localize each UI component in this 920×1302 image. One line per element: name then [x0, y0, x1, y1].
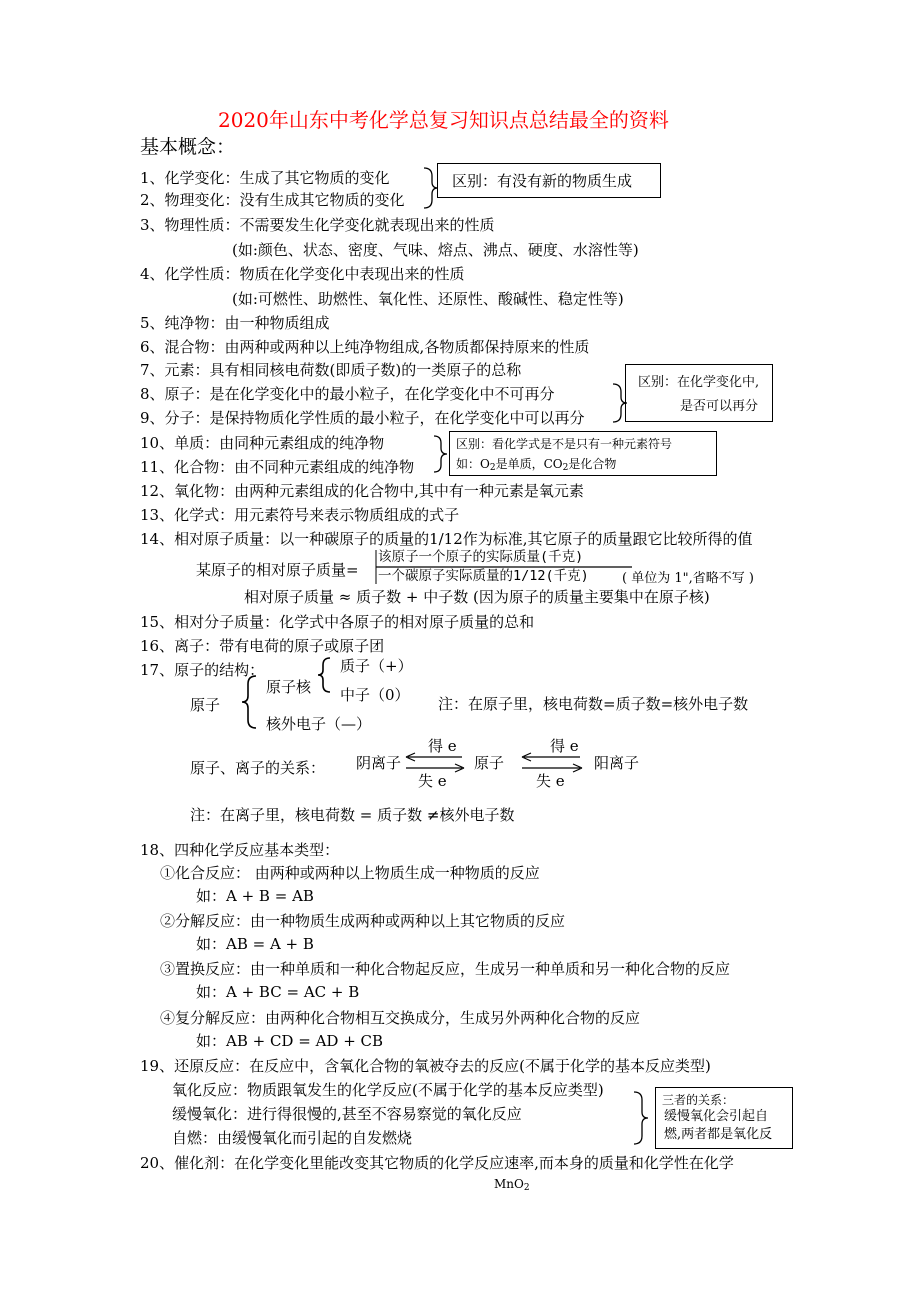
line-9: 9、分子：是保持物质化学性质的最小粒子，在化学变化中可以再分 [140, 409, 585, 427]
note-box-oxidation-line3: 燃,两者都是氧化反 [664, 1127, 773, 1142]
line-14-approx: 相对原子质量 ≈ 质子数 + 中子数 (因为原子的质量主要集中在原子核) [244, 588, 710, 606]
line-2: 2、物理变化：没有生成其它物质的变化 [140, 191, 405, 209]
neutron-label: 中子（0） [340, 686, 410, 704]
unit-note: ( 单位为 1",省略不写 ) [622, 571, 754, 586]
cation-label: 阳离子 [594, 754, 640, 772]
line-11: 11、化合物：由不同种元素组成的纯净物 [140, 458, 415, 476]
line-1: 1、化学变化：生成了其它物质的变化 [140, 169, 390, 187]
line-8: 8、原子：是在化学变化中的最小粒子，在化学变化中不可再分 [140, 385, 555, 403]
line-4-example: (如:可燃性、助燃性、氧化性、还原性、酸碱性、稳定性等) [232, 290, 624, 308]
proton-label: 质子（+） [340, 657, 413, 675]
line-5: 5、纯净物：由一种物质组成 [140, 314, 330, 332]
line-20: 20、催化剂：在化学变化里能改变其它物质的化学反应速率,而本身的质量和化学性在化学 [140, 1154, 734, 1172]
atom-label: 原子 [190, 696, 221, 714]
fraction-denominator: 一个碳原子实际质量的1/12(千克) [378, 568, 589, 584]
reaction-combination-example: 如：A + B = AB [196, 887, 314, 905]
reaction-combination: ①化合反应： 由两种或两种以上物质生成一种物质的反应 [160, 864, 540, 882]
gain-electron-2: 得 e [550, 737, 579, 755]
atom-note: 注：在原子里，核电荷数=质子数=核外电子数 [438, 695, 749, 713]
atom-label-2: 原子 [474, 754, 505, 772]
line-3-example: (如:颜色、状态、密度、气味、熔点、沸点、硬度、水溶性等) [232, 241, 639, 259]
line-12: 12、氧化物：由两种元素组成的化合物中,其中有一种元素是氧元素 [140, 482, 584, 500]
note-box-oxidation-line1: 三者的关系： [662, 1093, 735, 1107]
brace-icon [434, 436, 447, 472]
electron-label: 核外电子（—） [266, 715, 372, 733]
nucleus-label: 原子核 [266, 678, 312, 696]
spontaneous-combustion: 自燃：由缓慢氧化而引起的自发燃烧 [172, 1129, 413, 1147]
line-18: 18、四种化学反应基本类型： [140, 841, 340, 859]
lose-electron-1: 失 e [418, 772, 447, 790]
reaction-double-decomposition-example: 如：AB + CD = AD + CB [196, 1032, 384, 1050]
line-14: 14、相对原子质量：以一种碳原子的质量的1/12作为标准,其它原子的质量跟它比较所得的值 [140, 530, 753, 548]
lose-electron-2: 失 e [536, 772, 565, 790]
reaction-displacement-example: 如：A + BC = AC + B [196, 983, 360, 1001]
brace-icon [634, 1092, 648, 1144]
note-box-element-compound-line2: 如：$O_2$是单质，$CO_2$是化合物 [456, 457, 617, 473]
line-19: 19、还原反应：在反应中，含氧化合物的氧被夺去的反应(不属于化学的基本反应类型) [140, 1057, 711, 1075]
anion-label: 阴离子 [356, 754, 402, 772]
reaction-decomposition-example: 如：AB = A + B [196, 935, 314, 953]
brace-icon [424, 168, 438, 208]
line-4: 4、化学性质：物质在化学变化中表现出来的性质 [140, 265, 465, 283]
brace-icon [318, 658, 330, 692]
brace-icon [613, 384, 627, 422]
note-box-atom-molecule-line2: 是否可以再分 [680, 399, 759, 414]
line-17: 17、原子的结构： [140, 661, 265, 679]
note-box-element-compound-line1: 区别：看化学式是不是只有一种元素符号 [456, 437, 673, 451]
oxidation-reaction: 氧化反应：物质跟氧发生的化学反应(不属于化学的基本反应类型) [172, 1081, 604, 1099]
relative-atomic-mass-label: 某原子的相对原子质量= [196, 561, 359, 579]
atom-ion-relation-label: 原子、离子的关系： [190, 759, 326, 777]
line-13: 13、化学式：用元素符号来表示物质组成的式子 [140, 506, 460, 524]
page-title: 2020年山东中考化学总复习知识点总结最全的资料 [218, 108, 669, 132]
line-6: 6、混合物：由两种或两种以上纯净物组成,各物质都保持原来的性质 [140, 338, 590, 356]
line-16: 16、离子：带有电荷的原子或原子团 [140, 637, 385, 655]
fraction-numerator: 该原子一个原子的实际质量(千克) [378, 549, 584, 565]
note-box-atom-molecule-line1: 区别：在化学变化中, [638, 375, 760, 390]
reaction-displacement: ③置换反应：由一种单质和一种化合物起反应，生成另一种单质和另一种化合物的反应 [160, 960, 731, 978]
line-10: 10、单质：由同种元素组成的纯净物 [140, 434, 385, 452]
line-7: 7、元素：具有相同核电荷数(即质子数)的一类原子的总称 [140, 361, 522, 379]
line-3: 3、物理性质：不需要发生化学变化就表现出来的性质 [140, 216, 495, 234]
reaction-double-decomposition: ④复分解反应：由两种化合物相互交换成分，生成另外两种化合物的反应 [160, 1009, 641, 1027]
brace-icon [242, 676, 256, 728]
slow-oxidation: 缓慢氧化：进行得很慢的,甚至不容易察觉的氧化反应 [172, 1105, 522, 1123]
ion-note: 注：在离子里，核电荷数 = 质子数 ≠核外电子数 [190, 806, 515, 824]
line-15: 15、相对分子质量：化学式中各原子的相对原子质量的总和 [140, 613, 535, 631]
mno2-formula: MnO$_2$ [494, 1177, 530, 1193]
gain-electron-1: 得 e [428, 737, 457, 755]
section-heading: 基本概念： [140, 136, 236, 158]
reaction-decomposition: ②分解反应：由一种物质生成两种或两种以上其它物质的反应 [160, 912, 566, 930]
note-box-change-text: 区别：有没有新的物质生成 [452, 172, 633, 190]
note-box-oxidation-line2: 缓慢氧化会引起自 [664, 1109, 769, 1124]
